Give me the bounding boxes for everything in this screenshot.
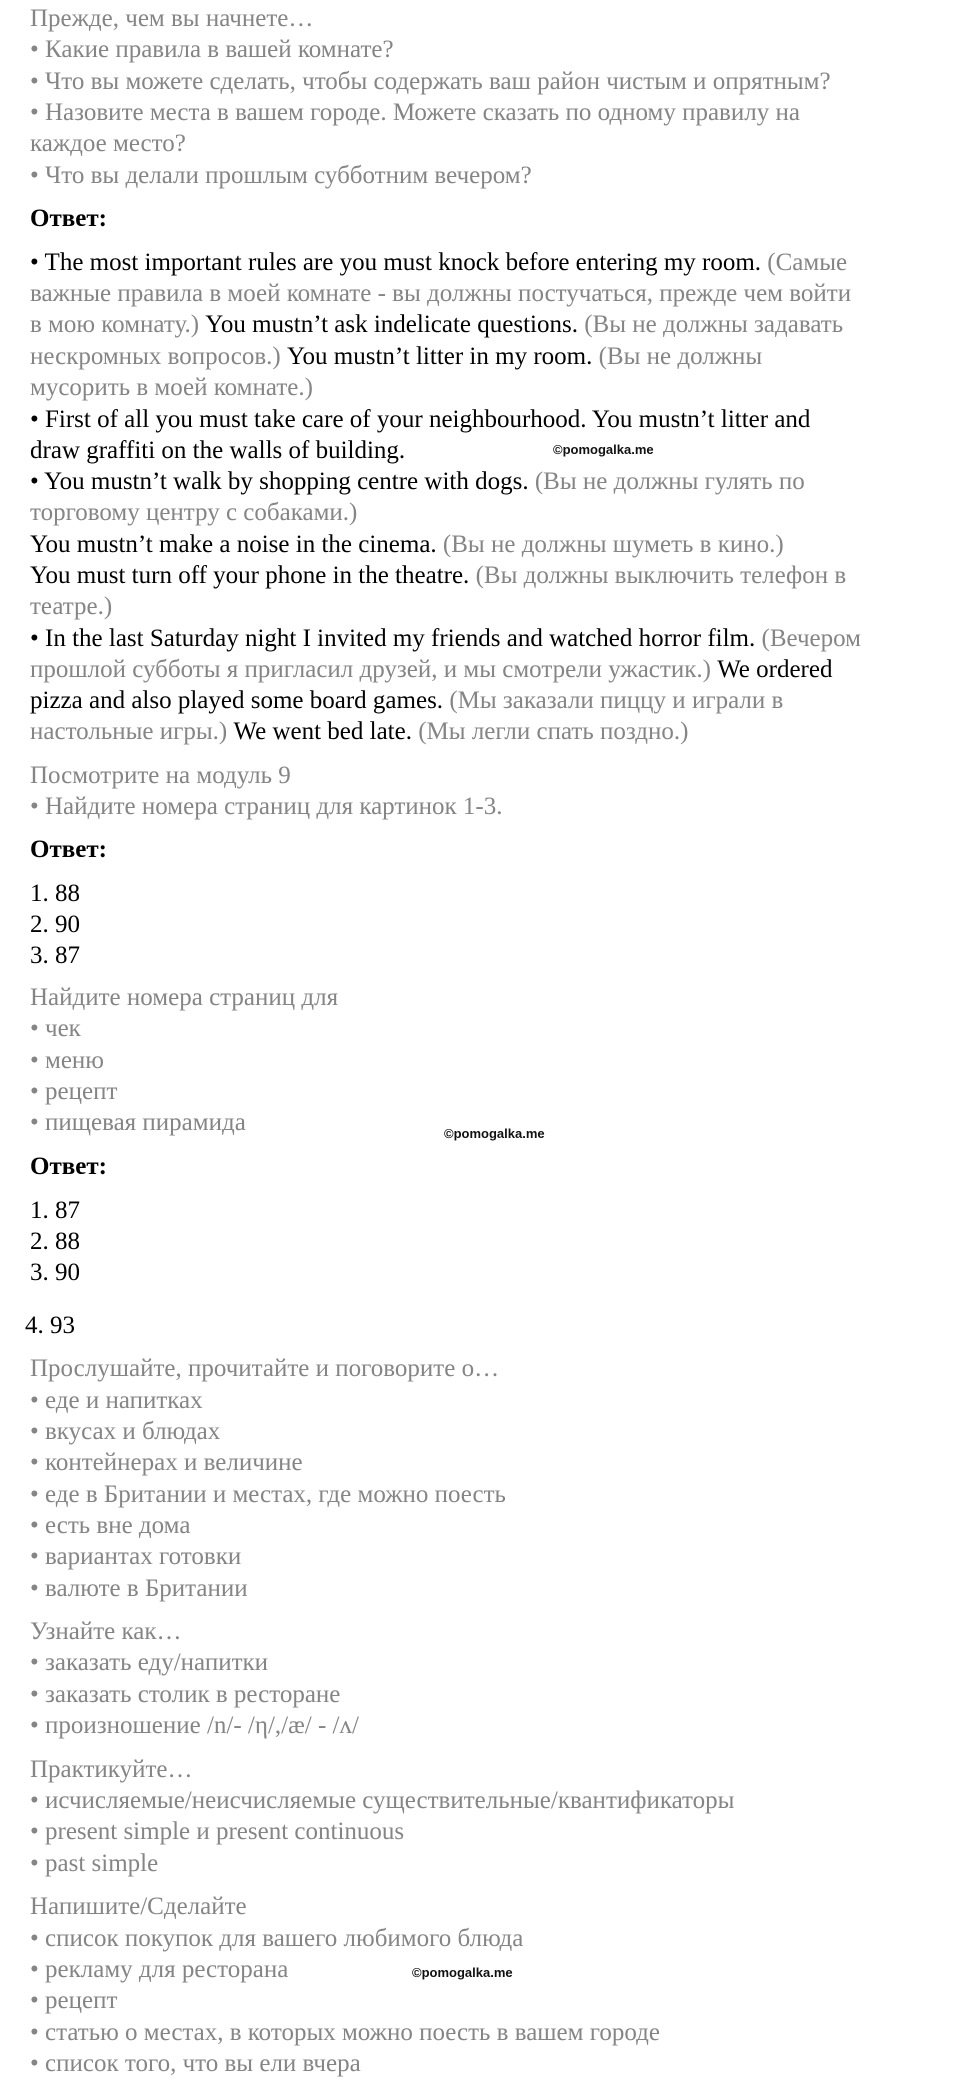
list-item: • список того, что вы ели вчера (30, 2050, 361, 2077)
answer-line (30, 529, 784, 560)
list-item: • есть вне дома (30, 1512, 191, 1539)
watermark: ©pomogalka.me (444, 1126, 545, 1141)
answer-text-ru: (Вы не должны (592, 343, 763, 370)
answer-line (30, 466, 805, 497)
list-item: • чек (30, 1015, 81, 1042)
answer-item: 1. 88 (30, 880, 80, 907)
answer-text-en: • In the last Saturday night I invited my friends and watched horror film. (30, 625, 756, 652)
answer-text-ru: (Самые (761, 249, 848, 276)
answer-text-en: • You mustn’t walk by shopping centre with dogs. (30, 468, 529, 495)
answer-text-en: • The most important rules are you must knock before entering my room. (30, 249, 762, 276)
answer-text-en: pizza and also played some board games. (30, 687, 444, 714)
answer-text-ru: (Вы не должны задавать (577, 311, 844, 338)
answer-text-en: We went bed late. (227, 718, 412, 745)
answer-line (30, 247, 847, 278)
list-item: • вариантах готовки (30, 1543, 242, 1570)
answer-text-ru: (Вы должны выключить телефон в (469, 562, 847, 589)
answer-text-en: You mustn’t ask indelicate questions. (199, 311, 578, 338)
answer-line (30, 716, 688, 747)
list-item: • меню (30, 1047, 104, 1074)
section-title-write: Напишите/Сделайте (30, 1893, 247, 1920)
answer-item: 3. 87 (30, 942, 80, 969)
question-room-rules: • Какие правила в вашей комнате? (30, 36, 394, 63)
answer-heading: Ответ: (30, 205, 107, 232)
list-item: • past simple (30, 1850, 159, 1877)
list-item: • вкусах и блюдах (30, 1418, 221, 1445)
answer-text-ru: (Вечером (755, 625, 861, 652)
question-places: • Назовите места в вашем городе. Можете сказать по одному правилу на (30, 99, 800, 126)
answer-text-ru: (Мы легли спать поздно.) (411, 718, 689, 745)
list-item: • рецепт (30, 1078, 118, 1105)
answer-heading: Ответ: (30, 1153, 107, 1180)
answer-line: draw graffiti on the walls of building. (30, 437, 406, 464)
answer-heading: Ответ: (30, 836, 107, 863)
section-title-before-start: Прежде, чем вы начнете… (30, 5, 314, 32)
list-item: • заказать столик в ресторане (30, 1681, 341, 1708)
answer-line: • First of all you must take care of your neighbourhood. You mustn’t litter and (30, 406, 811, 433)
answer-line: мусорить в моей комнате.) (30, 374, 313, 401)
answer-line (30, 341, 762, 372)
answer-line (30, 309, 843, 340)
list-item: • рекламу для ресторана (30, 1956, 289, 1983)
section-title-learn: Узнайте как… (30, 1618, 182, 1645)
list-item: • валюте в Британии (30, 1575, 248, 1602)
task-module9: • Найдите номера страниц для картинок 1-3. (30, 793, 503, 820)
list-item: • произношение /n/- /η/,/æ/ - /ʌ/ (30, 1712, 359, 1739)
answer-text-en: We ordered (710, 656, 833, 683)
watermark: ©pomogalka.me (412, 1965, 513, 1980)
section-title-module9: Посмотрите на модуль 9 (30, 762, 291, 789)
answer-text-ru: настольные игры.) (30, 718, 228, 745)
list-item: • пищевая пирамида (30, 1109, 246, 1136)
answer-line (30, 654, 832, 685)
list-item: • контейнерах и величине (30, 1449, 303, 1476)
answer-line: торговому центру с собаками.) (30, 499, 358, 526)
answer-text-ru: (Вы не должны гулять по (528, 468, 805, 495)
answer-line (30, 623, 861, 654)
section-title-practise: Практикуйте… (30, 1756, 193, 1783)
list-item: • статью о местах, в которых можно поесть в вашем городе (30, 2019, 660, 2046)
answer-text-en: You mustn’t make a noise in the cinema. (30, 531, 437, 558)
answer-text-en: You must turn off your phone in the theatre. (30, 562, 470, 589)
list-item: • present simple и present continuous (30, 1818, 405, 1845)
answer-text-ru: прошлой субботы я пригласил друзей, и мы смотрели ужастик.) (30, 656, 711, 683)
answer-line: важные правила в моей комнате - вы должны постучаться, прежде чем войти (30, 280, 852, 307)
list-item: • рецепт (30, 1987, 118, 2014)
list-item: • список покупок для вашего любимого блюда (30, 1925, 524, 1952)
answer-text-ru: (Мы заказали пиццу и играли в (443, 687, 784, 714)
list-item: • еде в Британии и местах, где можно поесть (30, 1481, 506, 1508)
section-title-listen: Прослушайте, прочитайте и поговорите о… (30, 1355, 500, 1382)
section-title-find-pages: Найдите номера страниц для (30, 984, 339, 1011)
watermark: ©pomogalka.me (553, 442, 654, 457)
answer-item: 4. 93 (25, 1312, 75, 1339)
question-neighbourhood: • Что вы можете сделать, чтобы содержать ваш район чистым и опрятным? (30, 68, 831, 95)
answer-item: 2. 90 (30, 911, 80, 938)
answer-text-ru: в мою комнату.) (30, 311, 200, 338)
answer-text-en: You mustn’t litter in my room. (280, 343, 593, 370)
list-item: • еде и напитках (30, 1387, 203, 1414)
list-item: • заказать еду/напитки (30, 1649, 269, 1676)
answer-line: театре.) (30, 593, 113, 620)
list-item: • исчисляемые/неисчисляемые существительные/квантификаторы (30, 1787, 735, 1814)
question-saturday: • Что вы делали прошлым субботним вечером? (30, 162, 532, 189)
answer-item: 2. 88 (30, 1228, 80, 1255)
answer-item: 1. 87 (30, 1197, 80, 1224)
answer-line (30, 560, 846, 591)
answer-text-ru: нескромных вопросов.) (30, 343, 281, 370)
answer-item: 3. 90 (30, 1259, 80, 1286)
answer-line (30, 685, 783, 716)
question-places-cont: каждое место? (30, 130, 186, 157)
answer-text-ru: (Вы не должны шуметь в кино.) (436, 531, 784, 558)
